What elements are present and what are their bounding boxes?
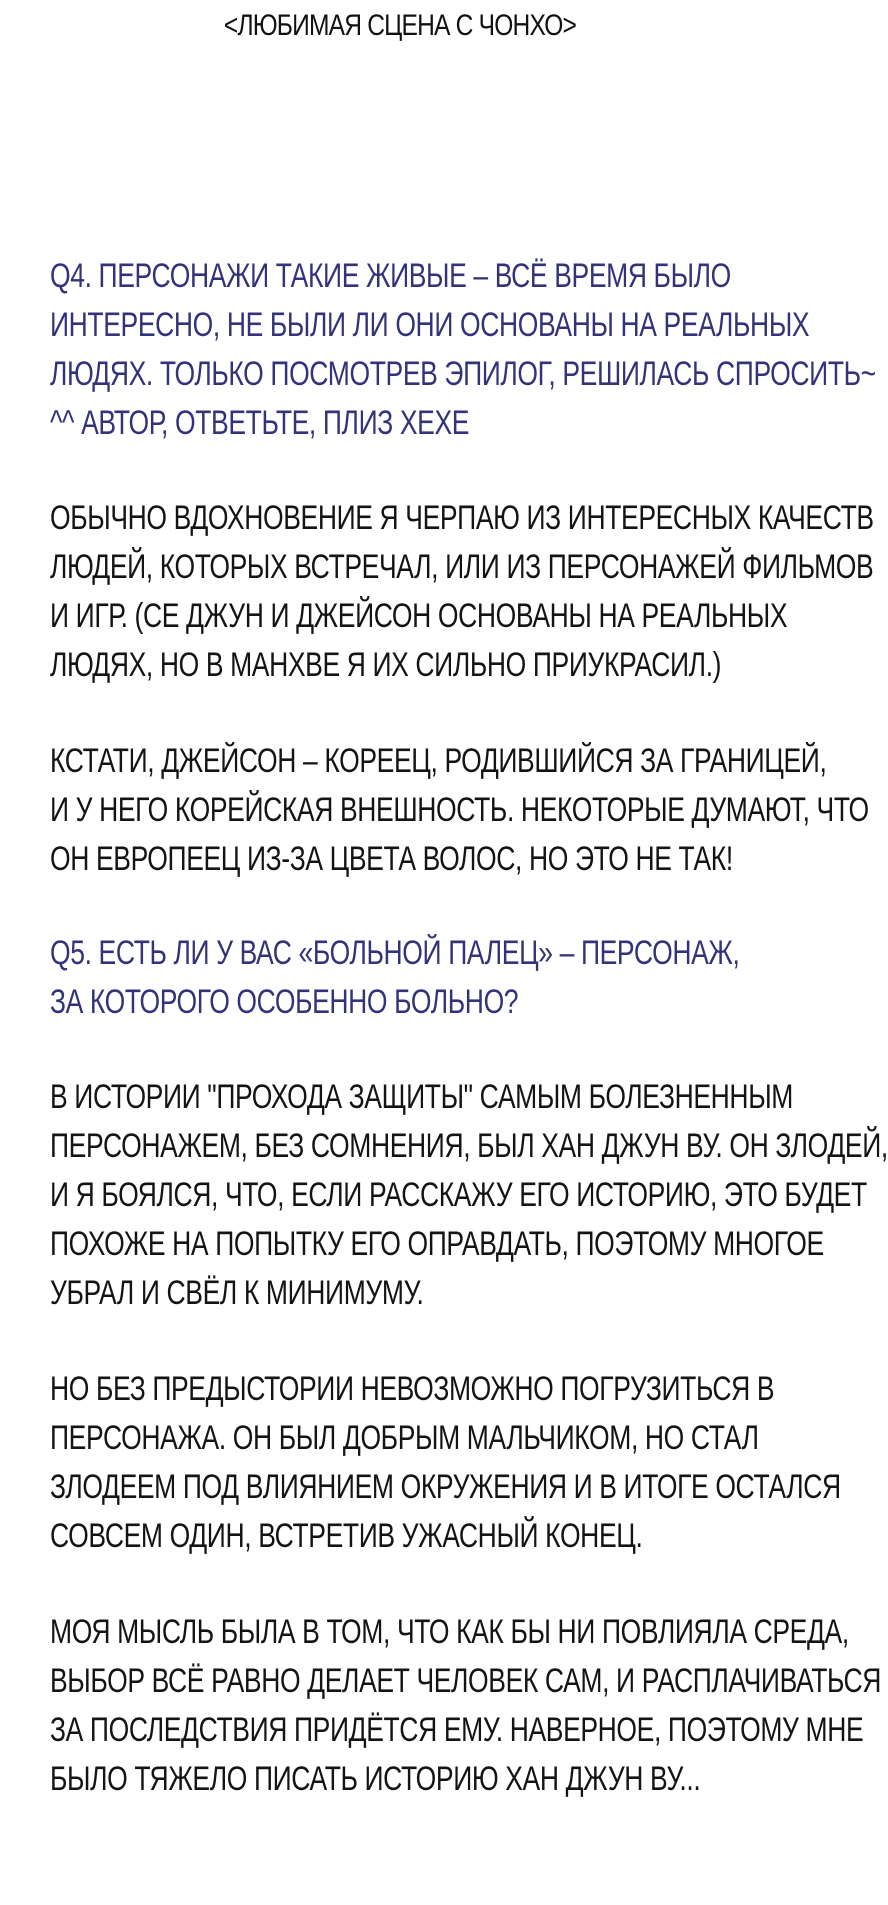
text-line: ЛЮДЯХ, НО В МАНХВЕ Я ИХ СИЛЬНО ПРИУКРАСИЛ.) bbox=[50, 646, 722, 684]
answer-q5-part3 bbox=[50, 1608, 881, 1804]
page-title: <ЛЮБИМАЯ СЦЕНА С ЧОНХО> bbox=[223, 9, 577, 42]
text-line: Q5. ЕСТЬ ЛИ У ВАС «БОЛЬНОЙ ПАЛЕЦ» – ПЕРСОНАЖ, bbox=[50, 934, 740, 972]
text-line: УБРАЛ И СВЁЛ К МИНИМУМУ. bbox=[50, 1274, 424, 1312]
text-line: ИНТЕРЕСНО, НЕ БЫЛИ ЛИ ОНИ ОСНОВАНЫ НА РЕАЛЬНЫХ bbox=[50, 306, 810, 344]
text-line: БЫЛО ТЯЖЕЛО ПИСАТЬ ИСТОРИЮ ХАН ДЖУН ВУ... bbox=[50, 1760, 701, 1798]
text-line: НО БЕЗ ПРЕДЫСТОРИИ НЕВОЗМОЖНО ПОГРУЗИТЬСЯ В bbox=[50, 1370, 775, 1408]
answer-q4-part1 bbox=[50, 494, 874, 690]
text-line: ОБЫЧНО ВДОХНОВЕНИЕ Я ЧЕРПАЮ ИЗ ИНТЕРЕСНЫХ КАЧЕСТВ bbox=[50, 499, 874, 537]
answer-q4-part2 bbox=[50, 737, 869, 884]
text-line: ЗА ПОСЛЕДСТВИЯ ПРИДЁТСЯ ЕМУ. НАВЕРНОЕ, ПОЭТОМУ МНЕ bbox=[50, 1711, 864, 1749]
text-line: ЛЮДЯХ. ТОЛЬКО ПОСМОТРЕВ ЭПИЛОГ, РЕШИЛАСЬ СПРОСИТЬ~ bbox=[50, 355, 876, 393]
text-line: СОВСЕМ ОДИН, ВСТРЕТИВ УЖАСНЫЙ КОНЕЦ. bbox=[50, 1517, 643, 1555]
answer-q5-part1 bbox=[50, 1073, 888, 1318]
text-line: ПОХОЖЕ НА ПОПЫТКУ ЕГО ОПРАВДАТЬ, ПОЭТОМУ МНОГОЕ bbox=[50, 1225, 824, 1263]
text-line: ЗА КОТОРОГО ОСОБЕННО БОЛЬНО? bbox=[50, 983, 519, 1021]
text-line: Q4. ПЕРСОНАЖИ ТАКИЕ ЖИВЫЕ – ВСЁ ВРЕМЯ БЫЛО bbox=[50, 257, 731, 295]
text-line: И Я БОЯЛСЯ, ЧТО, ЕСЛИ РАССКАЖУ ЕГО ИСТОРИЮ, ЭТО БУДЕТ bbox=[50, 1176, 867, 1214]
text-line: ЛЮДЕЙ, КОТОРЫХ ВСТРЕЧАЛ, ИЛИ ИЗ ПЕРСОНАЖЕЙ ФИЛЬМОВ bbox=[50, 548, 874, 586]
text-line: КСТАТИ, ДЖЕЙСОН – КОРЕЕЦ, РОДИВШИЙСЯ ЗА ГРАНИЦЕЙ, bbox=[50, 742, 827, 780]
answer-q5-part2 bbox=[50, 1365, 841, 1561]
question-q5 bbox=[50, 929, 740, 1027]
text-line: ПЕРСОНАЖЕМ, БЕЗ СОМНЕНИЯ, БЫЛ ХАН ДЖУН ВУ. ОН ЗЛОДЕЙ, bbox=[50, 1127, 888, 1165]
text-line: МОЯ МЫСЛЬ БЫЛА В ТОМ, ЧТО КАК БЫ НИ ПОВЛИЯЛА СРЕДА, bbox=[50, 1613, 849, 1651]
text-line: И ИГР. (СЕ ДЖУН И ДЖЕЙСОН ОСНОВАНЫ НА РЕАЛЬНЫХ bbox=[50, 597, 788, 635]
text-line: ОН ЕВРОПЕЕЦ ИЗ-ЗА ЦВЕТА ВОЛОС, НО ЭТО НЕ ТАК! bbox=[50, 840, 733, 878]
text-line: ВЫБОР ВСЁ РАВНО ДЕЛАЕТ ЧЕЛОВЕК САМ, И РАСПЛАЧИВАТЬСЯ bbox=[50, 1662, 881, 1700]
question-q4 bbox=[50, 252, 876, 448]
text-line: ЗЛОДЕЕМ ПОД ВЛИЯНИЕМ ОКРУЖЕНИЯ И В ИТОГЕ ОСТАЛСЯ bbox=[50, 1468, 841, 1506]
text-line: И У НЕГО КОРЕЙСКАЯ ВНЕШНОСТЬ. НЕКОТОРЫЕ ДУМАЮТ, ЧТО bbox=[50, 791, 869, 829]
text-line: ^^ АВТОР, ОТВЕТЬТЕ, ПЛИЗ ХЕХЕ bbox=[50, 404, 470, 442]
text-line: В ИСТОРИИ "ПРОХОДА ЗАЩИТЫ" САМЫМ БОЛЕЗНЕННЫМ bbox=[50, 1078, 793, 1116]
text-line: ПЕРСОНАЖА. ОН БЫЛ ДОБРЫМ МАЛЬЧИКОМ, НО СТАЛ bbox=[50, 1419, 759, 1457]
